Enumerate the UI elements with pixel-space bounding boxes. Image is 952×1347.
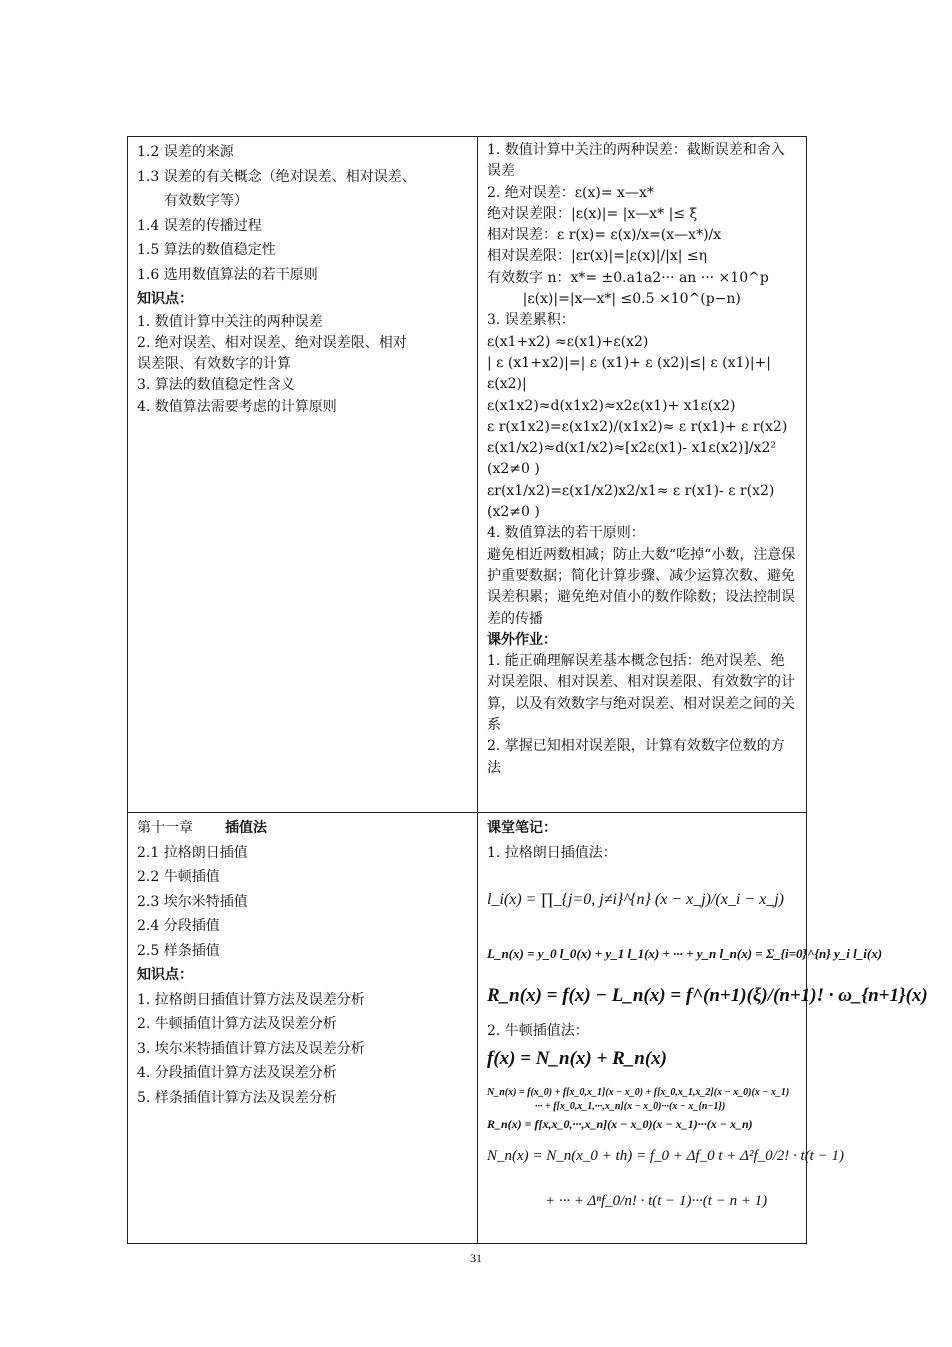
note-line: 有效数字 n：x*= ±0.a1a2··· an ··· ×10^p	[487, 269, 769, 286]
point-item: 5. 样条插值计算方法及误差分析	[137, 1089, 337, 1106]
note-line: 相对误差：ε r(x)= ε(x)/x=(x—x*)/x	[487, 227, 722, 244]
row2-right-cell	[478, 813, 928, 1244]
newton-polynomial-formula: N_n(x) = f(x_0) + f[x_0,x_1](x − x_0) + f[x_0,x_1,x_2](x − x_0)(x − x_1)	[487, 1086, 790, 1098]
table-row	[128, 137, 807, 813]
row1-right-cell	[478, 137, 807, 813]
note-line: ε(x1x2)≈d(x1x2)≈x2ε(x1)+ x1ε(x2)	[487, 397, 736, 414]
point-item: 误差限、有效数字的计算	[137, 356, 291, 373]
section-item: 2.2 牛顿插值	[137, 869, 220, 885]
lagrange-basis-formula: l_i(x) = ∏_{j=0, j≠i}^{n} (x − x_j)/(x_i − x_j)	[487, 891, 784, 908]
section-item: 2.5 样条插值	[137, 942, 220, 959]
section-item: 1.4 误差的传播过程	[137, 217, 262, 234]
homework-item: 1. 能正确理解误差基本概念包括：绝对误差、绝对误差限、相对误差、相对误差限、有效数字的计算，以及有效数字与绝对误差、相对误差之间的关系	[487, 653, 795, 734]
point-item: 1. 数值计算中关注的两种误差	[137, 313, 323, 330]
note-line: 2. 绝对误差：ε(x)= x—x*	[487, 184, 654, 201]
chapter-heading	[137, 816, 469, 841]
row1-left-cell	[128, 137, 478, 813]
note-line: ε r(x1x2)=ε(x1x2)/(x1x2)≈ ε r(x1)+ ε r(x2)	[487, 418, 788, 435]
newton-polynomial-formula-cont: ··· + f[x_0,x_1,···,x_n](x − x_0)···(x − x_{n−1})	[535, 1100, 726, 1112]
method-heading: 2. 牛顿插值法：	[487, 1023, 589, 1039]
lagrange-error-formula: R_n(x) = f(x) − L_n(x) = f^(n+1)(ξ)/(n+1)! · ω_{n+1}(x)	[487, 985, 928, 1006]
note-line: 相对误差限：|εr(x)|=|ε(x)|/|x| ≤η	[487, 248, 708, 265]
lagrange-polynomial-formula: L_n(x) = y_0 l_0(x) + y_1 l_1(x) + ··· + y_n l_n(x) = Σ_{i=0}^{n} y_i l_i(x)	[487, 946, 883, 961]
note-line: 1. 数值计算中关注的两种误差：截断误差和舍入误差	[487, 142, 785, 180]
chapter-title: 插值法	[225, 820, 267, 836]
forward-difference-formula-cont: + ··· + Δⁿf_0/n! · t(t − 1)···(t − n + 1)	[545, 1192, 768, 1209]
newton-error-formula: R_n(x) = f[x,x_0,···,x_n](x − x_0)(x − x_1)···(x − x_n)	[487, 1116, 753, 1131]
section-item: 1.2 误差的来源	[137, 144, 234, 160]
newton-formula: f(x) = N_n(x) + R_n(x)	[487, 1047, 667, 1069]
points-heading: 知识点：	[137, 967, 193, 983]
section-item: 1.5 算法的数值稳定性	[137, 242, 276, 258]
homework-item: 2. 掌握已知相对误差限，计算有效数字位数的方法	[487, 738, 785, 776]
homework-heading: 课外作业：	[487, 631, 557, 648]
note-line: εr(x1/x2)=ε(x1/x2)x2/x1≈ ε r(x1)- ε r(x2) (x2≠0 )	[487, 482, 775, 521]
syllabus-table	[127, 136, 928, 1244]
note-line: 绝对误差限：|ε(x)|= |x—x* |≤ ξ	[487, 205, 698, 222]
section-item: 1.3 误差的有关概念（绝对误差、相对误差、	[137, 168, 416, 185]
note-line: 避免相近两数相减；防止大数“吃掉“小数，注意保护重要数据；简化计算步骤、减少运算次数、避免误差积累；避免绝对值小的数作除数；设法控制误差的传播	[487, 546, 796, 627]
table-row	[128, 813, 807, 1244]
note-line: ε(x1+x2) ≈ε(x1)+ε(x2)	[487, 333, 649, 350]
note-line: ε(x1/x2)≈d(x1/x2)≈[x2ε(x1)- x1ε(x2)]/x2² (x2≠0 )	[487, 440, 776, 478]
forward-difference-formula: N_n(x) = N_n(x_0 + th) = f_0 + Δf_0 t + Δ²f_0/2! · t(t − 1)	[487, 1147, 844, 1164]
page-number: 31	[470, 1251, 482, 1265]
point-item: 2. 牛顿插值计算方法及误差分析	[137, 1016, 337, 1032]
section-item: 1.6 选用数值算法的若干原则	[137, 266, 318, 283]
points-heading: 知识点：	[137, 291, 193, 307]
section-item: 2.4 分段插值	[137, 918, 220, 934]
point-item: 2. 绝对误差、相对误差、绝对误差限、相对	[137, 334, 407, 351]
note-line: |ε(x)|=|x—x*| ≤0.5 ×10^(p−n)	[487, 291, 741, 308]
notes-heading: 课堂笔记：	[487, 820, 557, 836]
row2-left-cell	[128, 813, 478, 1244]
point-item: 4. 分段插值计算方法及误差分析	[137, 1065, 337, 1081]
section-item: 2.3 埃尔米特插值	[137, 893, 248, 910]
note-line: 3. 误差累积：	[487, 312, 575, 329]
note-line: | ε (x1+x2)|=| ε (x1)+ ε (x2)|≤| ε (x1)|+|ε(x2)|	[487, 354, 771, 393]
point-item: 3. 埃尔米特插值计算方法及误差分析	[137, 1040, 365, 1057]
chapter-number: 第十一章	[137, 820, 193, 836]
section-item: 2.1 拉格朗日插值	[137, 844, 248, 861]
point-item: 4. 数值算法需要考虑的计算原则	[137, 398, 337, 415]
note-line: 4. 数值算法的若干原则：	[487, 525, 645, 542]
section-item: 有效数字等）	[164, 193, 248, 209]
method-heading: 1. 拉格朗日插值法：	[487, 844, 617, 861]
point-item: 3. 算法的数值稳定性含义	[137, 377, 295, 394]
point-item: 1. 拉格朗日插值计算方法及误差分析	[137, 991, 365, 1008]
